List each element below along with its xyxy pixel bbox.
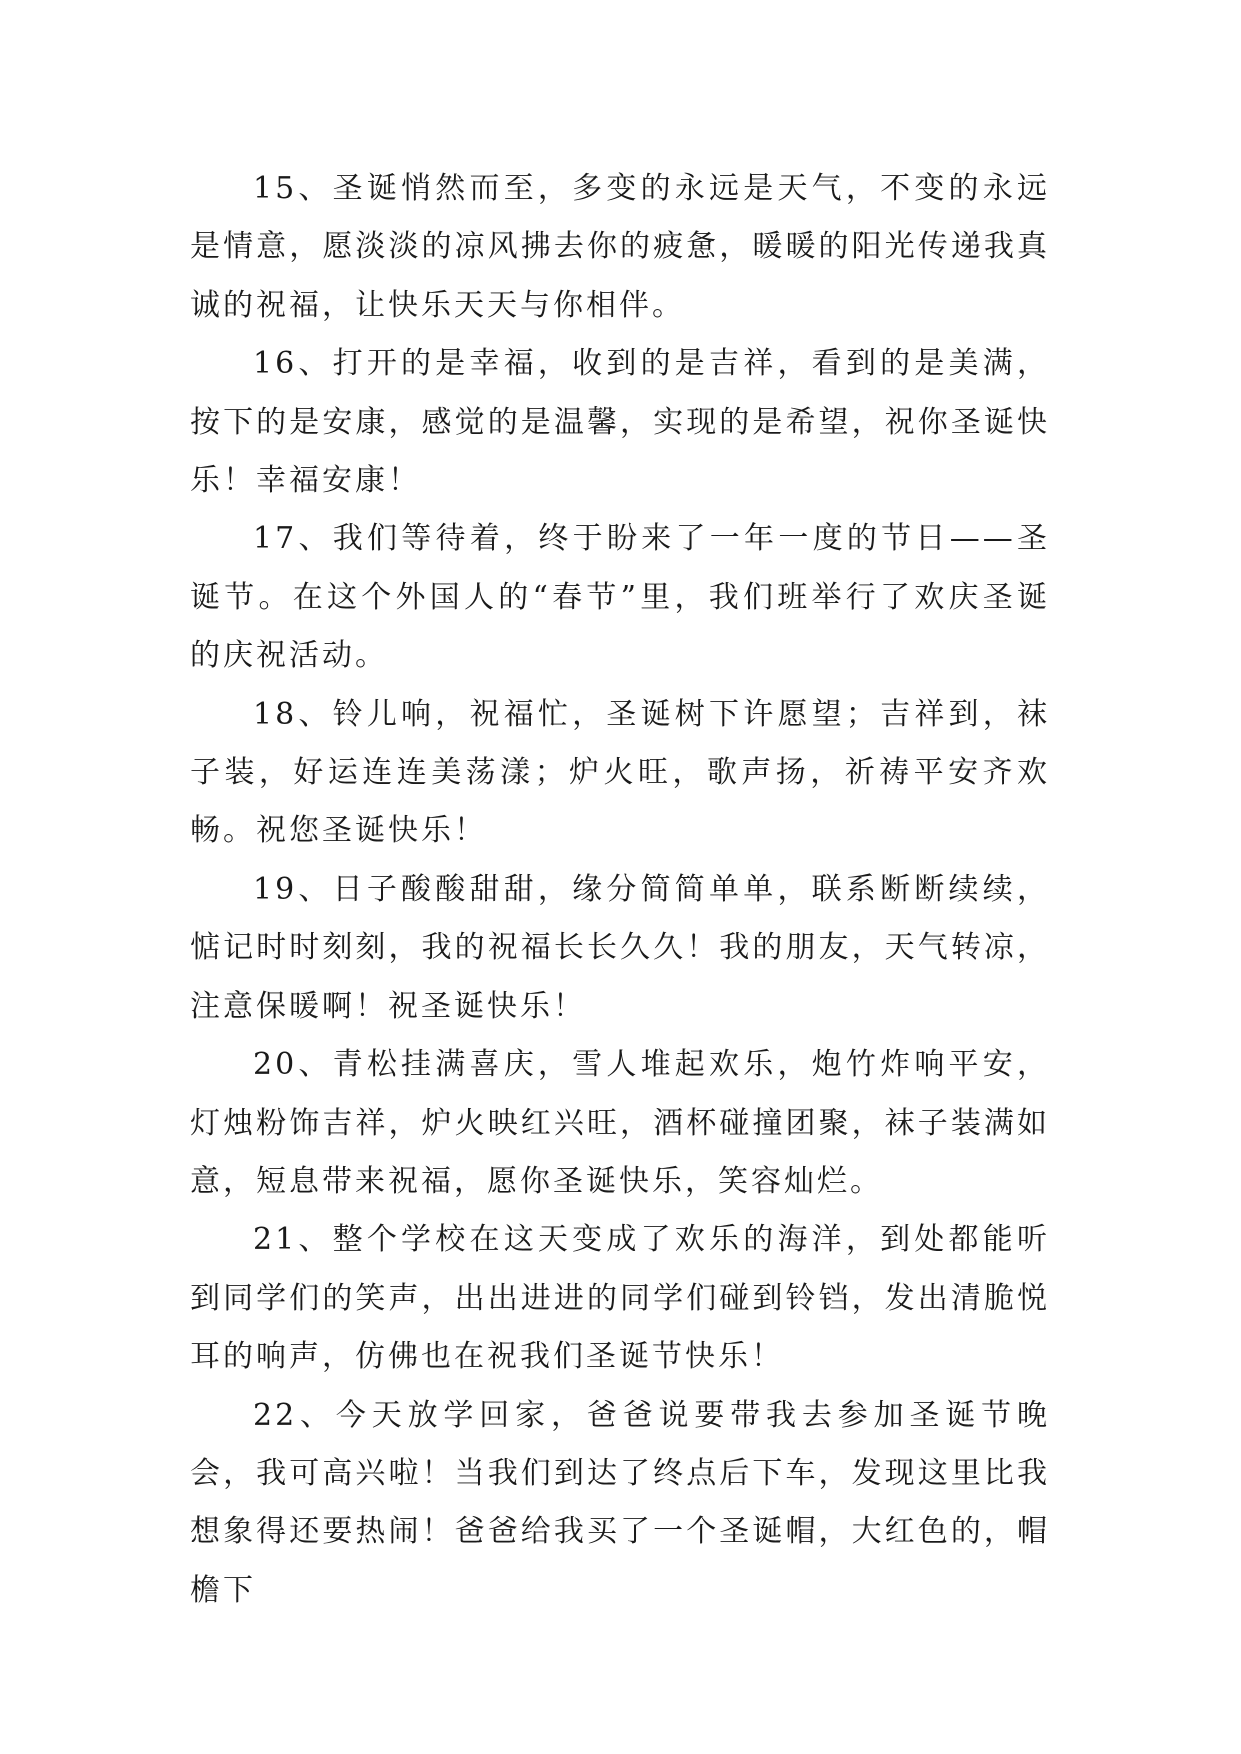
paragraph-15: 15、圣诞悄然而至，多变的永远是天气，不变的永远是情意，愿淡淡的凉风拂去你的疲惫，暖暖的阳光传递我真诚的祝福，让快乐天天与你相伴。 <box>190 171 1050 323</box>
document-body <box>190 160 1050 1620</box>
paragraph-19: 19、日子酸酸甜甜，缘分简简单单，联系断断续续，惦记时时刻刻，我的祝福长长久久！我的朋友，天气转凉，注意保暖啊！祝圣诞快乐！ <box>190 871 1050 1024</box>
paragraph-16: 16、打开的是幸福，收到的是吉祥，看到的是美满，按下的是安康，感觉的是温馨，实现的是希望，祝你圣诞快乐！幸福安康！ <box>190 346 1050 499</box>
paragraph-20: 20、青松挂满喜庆，雪人堆起欢乐，炮竹炸响平安，灯烛粉饰吉祥，炉火映红兴旺，酒杯碰撞团聚，袜子装满如意，短息带来祝福，愿你圣诞快乐，笑容灿烂。 <box>190 1047 1050 1199</box>
paragraph-18: 18、铃儿响，祝福忙，圣诞树下许愿望；吉祥到，袜子装，好运连连美荡漾；炉火旺，歌声扬，祈祷平安齐欢畅。祝您圣诞快乐！ <box>190 696 1050 849</box>
paragraph-22: 22、今天放学回家，爸爸说要带我去参加圣诞节晚会，我可高兴啦！当我们到达了终点后下车，发现这里比我想象得还要热闹！爸爸给我买了一个圣诞帽，大红色的，帽檐下 <box>190 1397 1050 1608</box>
paragraph-21: 21、整个学校在这天变成了欢乐的海洋，到处都能听到同学们的笑声，出出进进的同学们碰到铃铛，发出清脆悦耳的响声，仿佛也在祝我们圣诞节快乐！ <box>190 1222 1050 1375</box>
paragraph-17: 17、我们等待着，终于盼来了一年一度的节日——圣诞节。在这个外国人的“春节”里，我们班举行了欢庆圣诞的庆祝活动。 <box>190 521 1050 674</box>
